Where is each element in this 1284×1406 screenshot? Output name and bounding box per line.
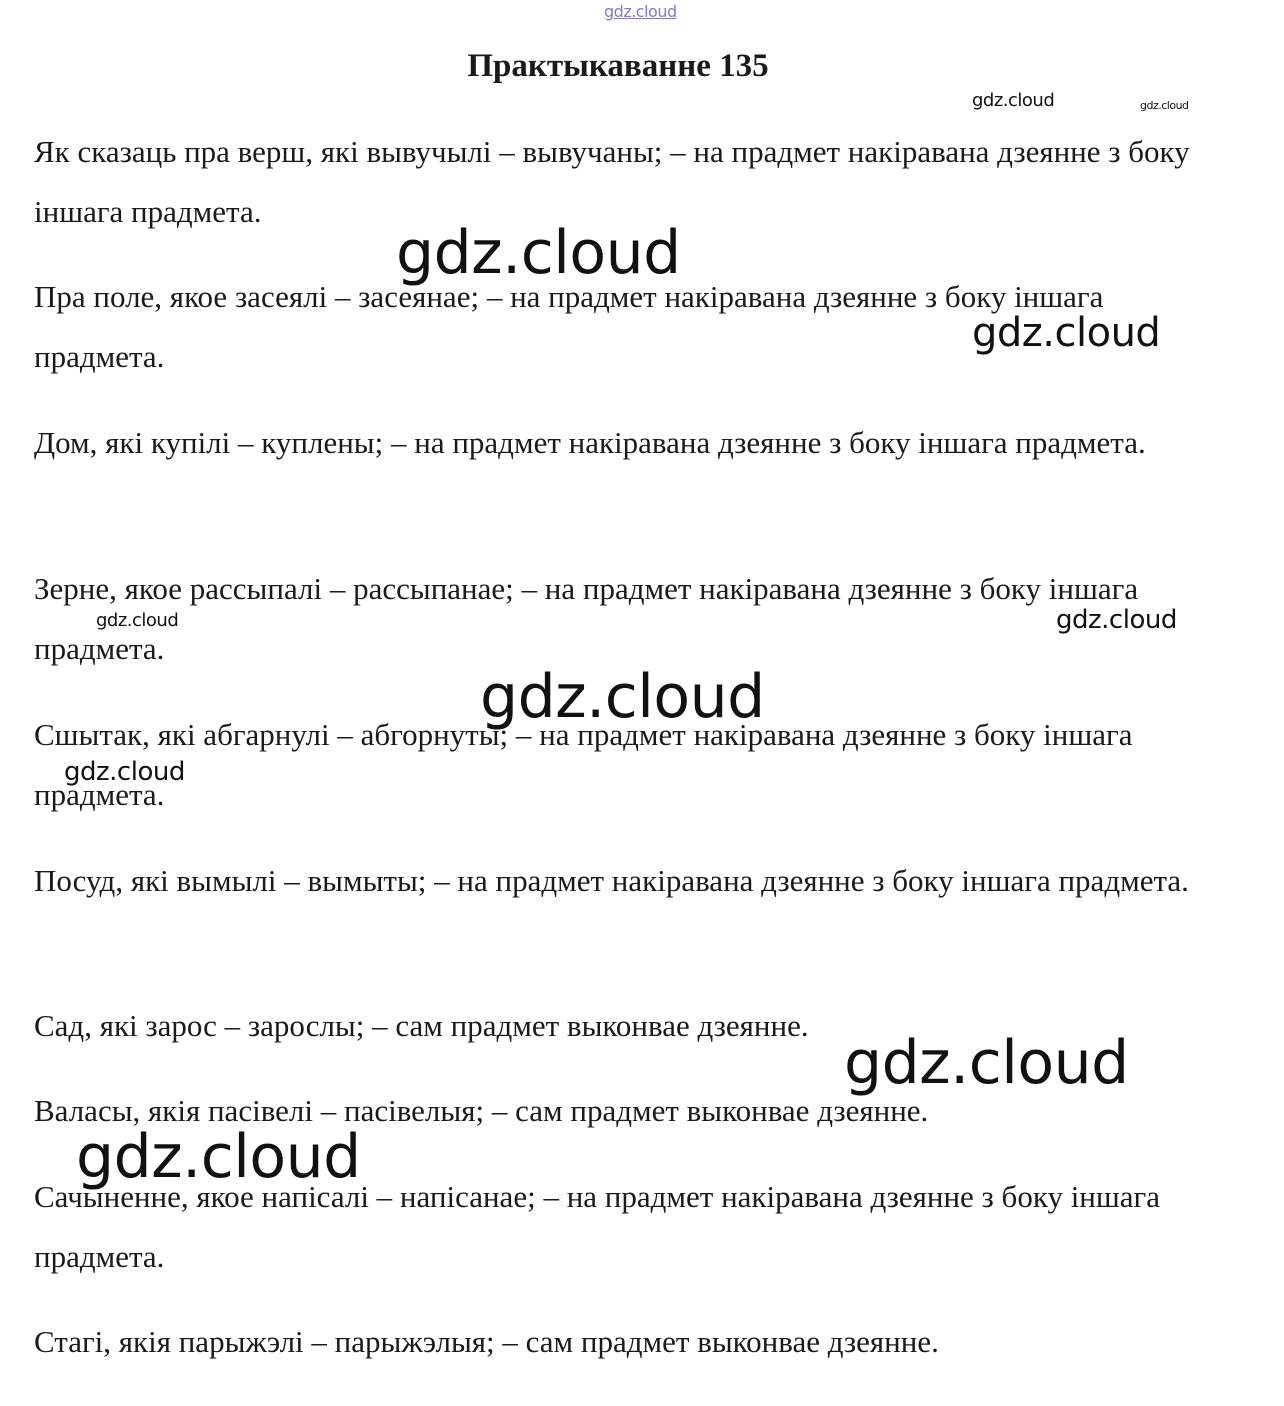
paragraph-4: Зерне, якое рассыпалі – рассыпанае; – на прадмет накіравана дзеянне з боку іншага прадмета. — [34, 571, 1139, 666]
watermark: gdz.cloud — [972, 90, 1055, 111]
paragraph-2: Пра поле, якое засеялі – засеянае; – на прадмет накіравана дзеянне з боку іншага прадмета. — [34, 279, 1104, 374]
paragraph-7: Сад, які зарос – зарослы; – сам прадмет выконвае дзеянне. — [34, 1008, 809, 1043]
watermark: gdz.cloud — [396, 218, 681, 288]
paragraph-6: Посуд, які вымылі – вымыты; – на прадмет накіравана дзеянне з боку іншага прадмета. — [34, 863, 1189, 898]
watermark: gdz.cloud — [96, 610, 179, 631]
paragraph-5: Сшытак, які абгарнулі – абгорнуты; – на прадмет накіравана дзеянне з боку іншага прадмета. — [34, 717, 1133, 812]
watermark: gdz.cloud — [1056, 605, 1177, 635]
watermark: gdz.cloud — [76, 1122, 361, 1192]
paragraph-9: Сачыненне, якое напісалі – напісанае; – на прадмет накіравана дзеянне з боку іншага прадмета. — [34, 1179, 1161, 1274]
paragraph-8: Валасы, якія пасівелі – пасівелыя; – сам прадмет выконвае дзеянне. — [34, 1093, 929, 1128]
paragraph-1: Як сказаць пра верш, які вывучылі – вывучаны; – на прадмет накіравана дзеянне з боку іншага прадмета. — [34, 134, 1190, 229]
watermark: gdz.cloud — [1140, 99, 1189, 112]
paragraph-3: Дом, які купілі – куплены; – на прадмет накіравана дзеянне з боку іншага прадмета. — [34, 425, 1146, 460]
watermark: gdz.cloud — [844, 1028, 1129, 1098]
paragraph-10: Стагі, якія парыжэлі – парыжэлыя; – сам прадмет выконвае дзеянне. — [34, 1324, 939, 1359]
watermark: gdz.cloud — [972, 310, 1161, 356]
watermark: gdz.cloud — [64, 757, 185, 787]
watermark: gdz.cloud — [480, 662, 765, 732]
watermark-top: gdz.cloud — [604, 2, 677, 21]
page-title: Практыкаванне 135 — [467, 48, 769, 84]
